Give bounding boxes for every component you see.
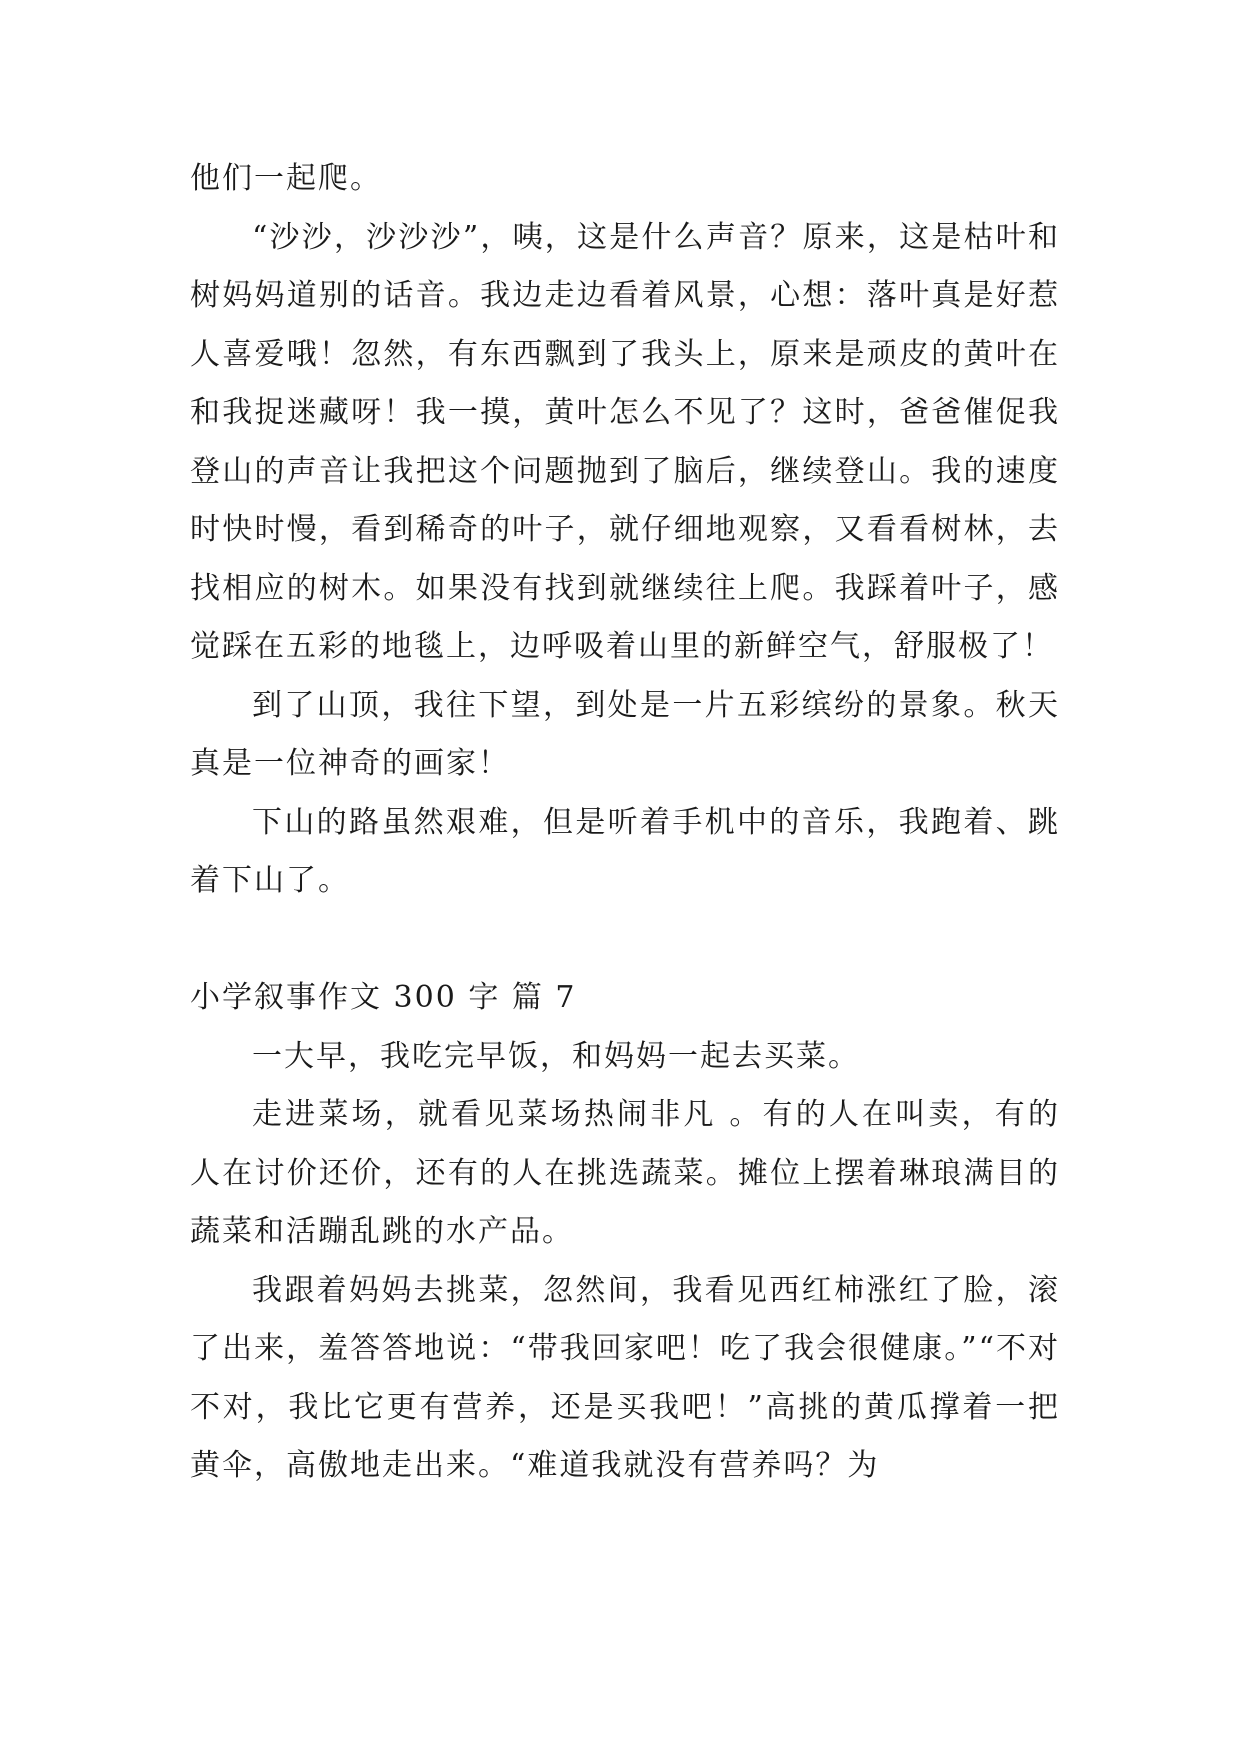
paragraph-continued: 他们一起爬。 xyxy=(190,161,382,196)
paragraph-rustling-leaves: “沙沙，沙沙沙”，咦，这是什么声音？原来，这是枯叶和树妈妈道别的话音。我边走边看着风景，心想：落叶真是好惹人喜爱哦！忽然，有东西飘到了我头上，原来是顽皮的黄叶在和我捉迷藏呀！我一摸，黄叶怎么不见了？这时，爸爸催促我登山的声音让我把这个问题抛到了脑后，继续登山。我的速度时快时慢，看到稀奇的叶子，就仔细地观察，又看看树林，去找相应的树木。如果没有找到就继续往上爬。我踩着叶子，感觉踩在五彩的地毯上，边呼吸着山里的新鲜空气，舒服极了！ xyxy=(190,219,1060,664)
essay-heading: 小学叙事作文 300 字 篇 7 xyxy=(190,980,577,1015)
paragraph-vegetables: 我跟着妈妈去挑菜，忽然间，我看见西红柿涨红了脸，滚了出来，羞答答地说：“带我回家吧！吃了我会很健康。”“不对不对，我比它更有营养，还是买我吧！”高挑的黄瓜撑着一把黄伞，高傲地走出来。“难道我就没有营养吗？为 xyxy=(190,1272,1060,1483)
document-page xyxy=(190,150,1060,1496)
paragraph-market: 走进菜场，就看见菜场热闹非凡 。有的人在叫卖，有的人在讨价还价，还有的人在挑选蔬菜。摊位上摆着琳琅满目的蔬菜和活蹦乱跳的水产品。 xyxy=(190,1097,1060,1249)
paragraph-mountain-top: 到了山顶，我往下望，到处是一片五彩缤纷的景象。秋天真是一位神奇的画家！ xyxy=(190,687,1060,781)
section-gap xyxy=(190,911,1060,970)
paragraph-going-down: 下山的路虽然艰难，但是听着手机中的音乐，我跑着、跳着下山了。 xyxy=(190,804,1060,898)
paragraph-breakfast: 一大早，我吃完早饭，和妈妈一起去买菜。 xyxy=(252,1038,860,1074)
